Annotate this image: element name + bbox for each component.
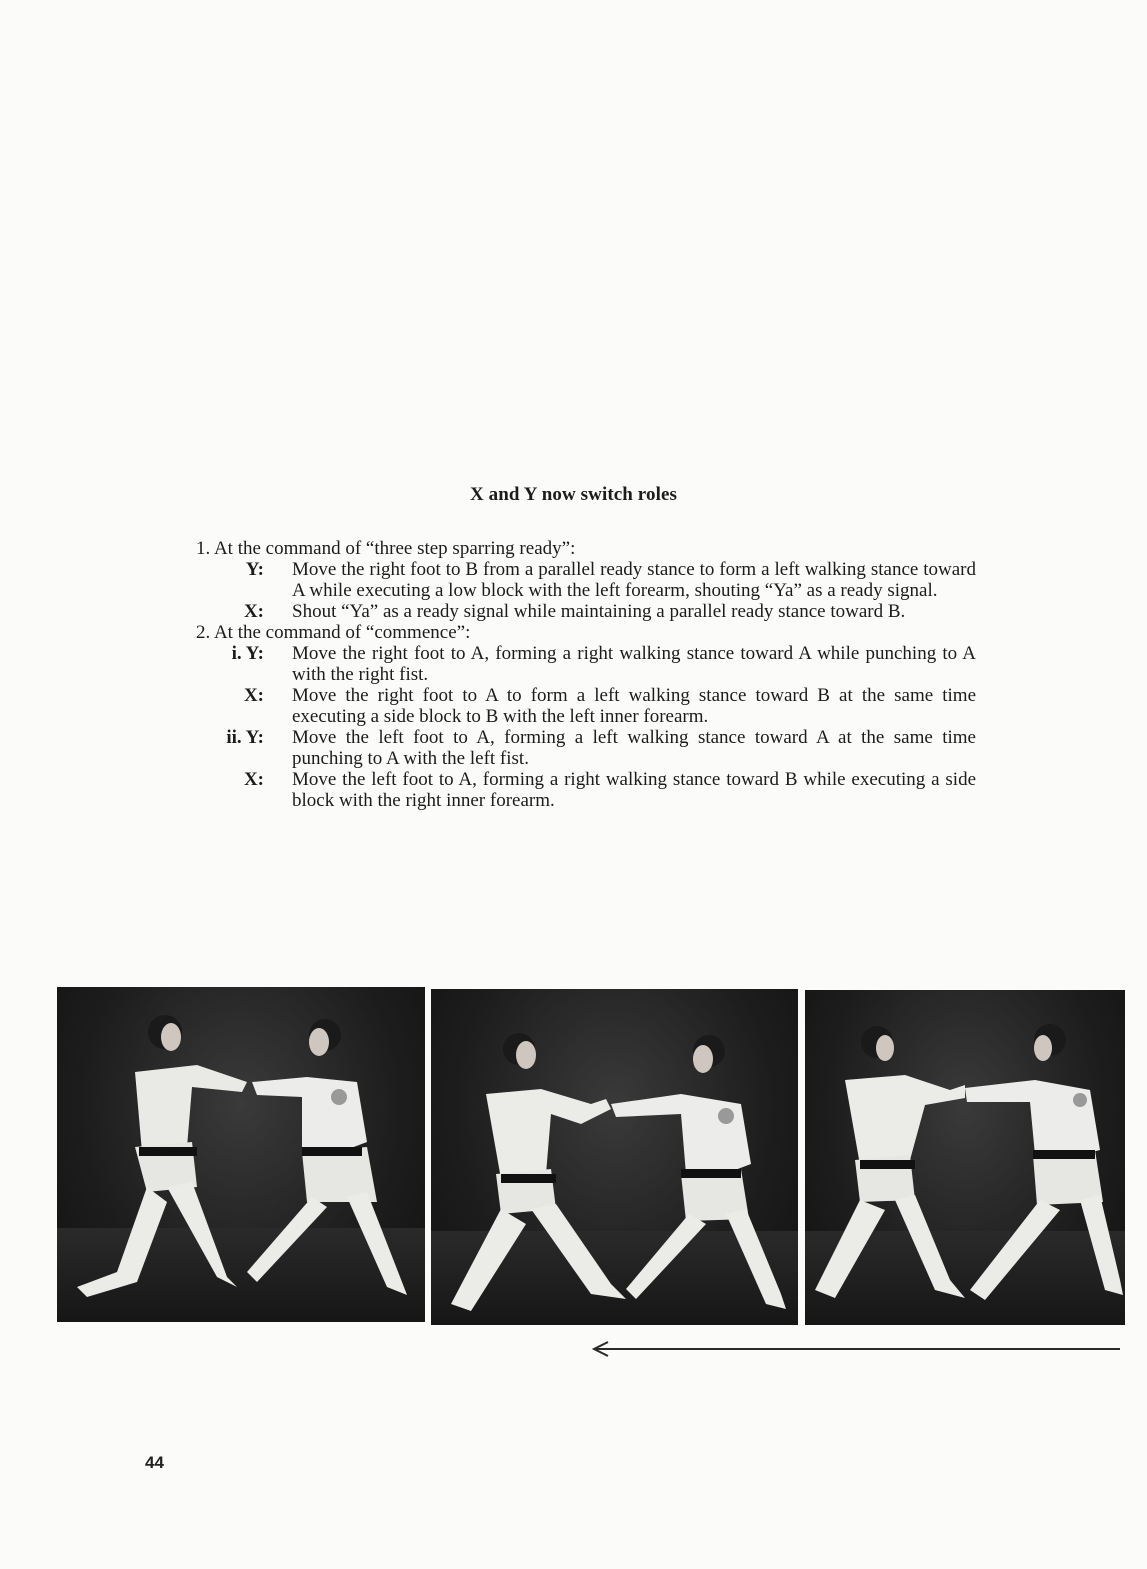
entry-label: ii. Y: (226, 727, 264, 748)
section-title: X and Y now switch roles (469, 484, 678, 505)
step-2-entry-ii-y (196, 727, 986, 769)
step-1-entry-y (196, 559, 986, 601)
photo-3 (805, 990, 1125, 1325)
step-2-entry-i-y (196, 643, 986, 685)
entry-text: Move the left foot to A, forming a right walking stance toward B while executing a side block with the right inner forearm. (292, 769, 976, 811)
instructions (196, 538, 986, 811)
step-1-entry-x (196, 601, 986, 622)
entry-label: i. Y: (231, 643, 264, 664)
entry-text: Move the right foot to A, forming a right walking stance toward A while punching to A with the right fist. (292, 643, 976, 685)
entry-text: Move the right foot to B from a parallel ready stance to form a left walking stance toward A while executing a low block with the left forearm, shouting “Ya” as a ready signal. (292, 559, 976, 601)
entry-label: X: (243, 685, 264, 706)
entry-label: X: (243, 769, 264, 790)
entry-label: Y: (245, 559, 264, 580)
photo-1 (57, 987, 425, 1322)
sparring-figures-icon (431, 989, 798, 1325)
entry-label: X: (243, 601, 264, 622)
step-2-heading: 2. At the command of “commence”: (196, 622, 471, 643)
entry-text: Shout “Ya” as a ready signal while maintaining a parallel ready stance toward B. (292, 601, 906, 622)
entry-text: Move the right foot to A to form a left walking stance toward B at the same time executing a side block to B with the left inner forearm. (292, 685, 976, 727)
sparring-figures-icon (805, 990, 1125, 1325)
page-number: 44 (145, 1453, 164, 1472)
sparring-figures-icon (57, 987, 425, 1322)
photo-2 (431, 989, 798, 1325)
step-1-heading: 1. At the command of “three step sparring ready”: (196, 538, 576, 559)
entry-text: Move the left foot to A, forming a left walking stance toward A at the same time punching to A with the left fist. (292, 727, 976, 769)
direction-arrow-left-icon (592, 1341, 1122, 1357)
step-2-entry-ii-x (196, 769, 986, 811)
step-2-entry-i-x (196, 685, 986, 727)
